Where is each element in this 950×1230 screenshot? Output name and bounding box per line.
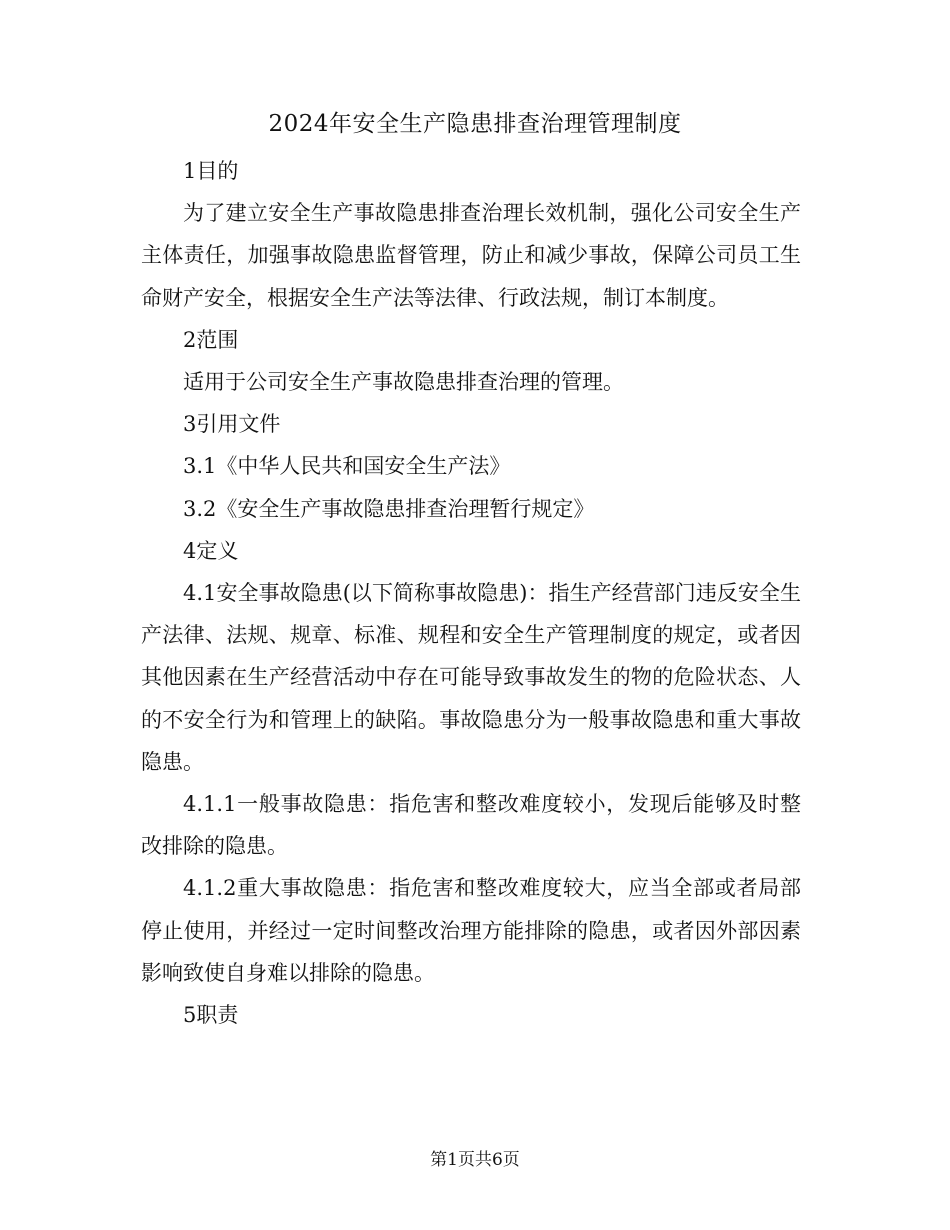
page-number-footer: 第1页共6页 [430,1150,520,1170]
paragraph: 2范围 [183,327,239,352]
paragraph: 4.1.2重大事故隐患：指危害和整改难度较大，应当全部或者局部停止使用，并经过一定时间整改治理方能排除的隐患，或者因外部因素影响致使自身难以排除的隐患。 [141,876,801,985]
paragraph: 为了建立安全生产事故隐患排查治理长效机制，强化公司安全生产主体责任，加强事故隐患监督管理，防止和减少事故，保障公司员工生命财产安全，根据安全生产法等法律、行政法规，制订本制度。 [141,201,801,310]
document-body [141,150,801,1036]
document-title: 2024年安全生产隐患排查治理管理制度 [268,111,682,137]
paragraph: 4.1.1一般事故隐患：指危害和整改难度较小，发现后能够及时整改排除的隐患。 [141,792,801,859]
paragraph: 1目的 [183,159,239,183]
paragraph: 5职责 [183,1003,239,1028]
paragraph: 3.1《中华人民共和国安全生产法》 [183,454,511,479]
paragraph: 4.1安全事故隐患(以下简称事故隐患)：指生产经营部门违反安全生产法律、法规、规章、标准、规程和安全生产管理制度的规定，或者因其他因素在生产经营活动中存在可能导致事故发生的物的危险状态、人的不安全行为和管理上的缺陷。事故隐患分为一般事故隐患和重大事故隐患。 [141,581,801,774]
paragraph: 4定义 [183,538,239,563]
paragraph: 适用于公司安全生产事故隐患排查治理的管理。 [183,370,624,395]
paragraph: 3引用文件 [183,412,281,437]
paragraph: 3.2《安全生产事故隐患排查治理暂行规定》 [183,496,595,521]
